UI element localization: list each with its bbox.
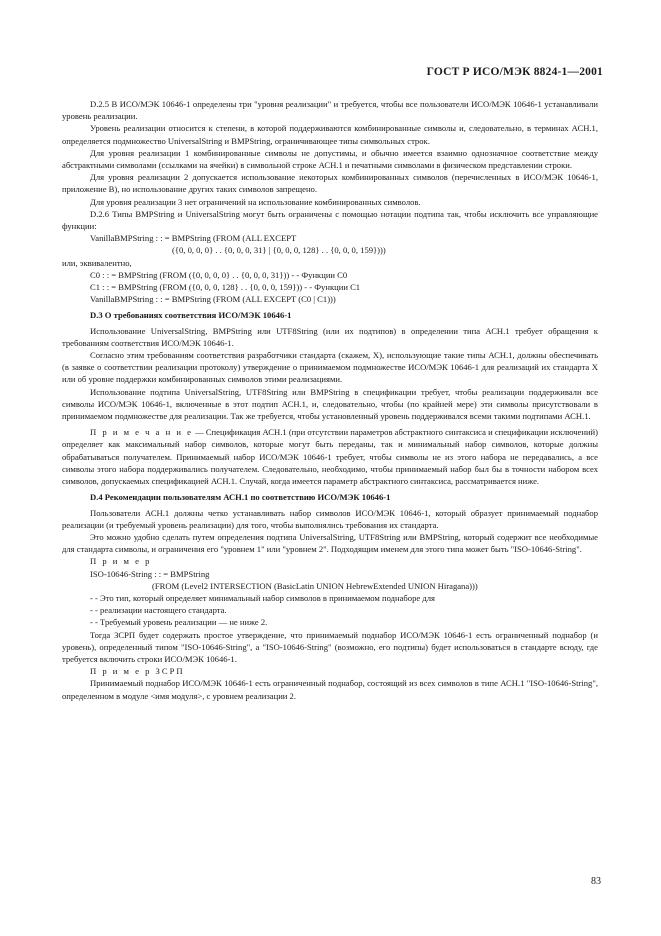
paragraph-pics: Тогда ЗСРП будет содержать простое утверждение, что принимаемый поднабор ИСО/МЭК 10646-1 есть ограниченный поднабор (и уровень), определенный типом "ISO-10646-String", а "ISO-10646-String" (возможно, его подтипы) будет использоваться в стандарте всюду, где требуется включить строки ИСО/МЭК 10646-1. <box>62 629 598 664</box>
paragraph-level2: Для уровня реализации 2 допускается использование некоторых комбинированных символов (перечисленных в ИСО/МЭК 10646-1, приложение В), но использование других таких символов запрещено. <box>62 172 598 195</box>
section-heading-d3: D.3 О требованиях соответствия ИСО/МЭК 10646-1 <box>90 310 292 321</box>
example-label: П р и м е р <box>90 556 152 567</box>
paragraph-accepted-subset: Принимаемый поднабор ИСО/МЭК 10646-1 есть ограниченный поднабор, состоящий из всех символов в типе АСН.1 "ISO-10646-String", определенном в модуле <имя модуля>, с уровнем реализации 2. <box>62 678 598 701</box>
text-line: или, эквивалентно, <box>62 257 132 268</box>
paragraph-level3: Для уровня реализации 3 нет ограничений на использование комбинированных символов. <box>90 196 421 207</box>
code-line: ISO-10646-String : : = BMPString <box>90 568 210 579</box>
code-line: (FROM (Level2 INTERSECTION (BasicLatin UNION HebrewExtended UNION Hiragana))) <box>152 580 478 591</box>
paragraph-level1: Для уровня реализации 1 комбинированные символы не допустимы, и обычно имеется взаимно однозначное соответствие между абстрактными символами (ссылками на ячейки) в символьной строке АСН.1 и печатными символами в физическом представлении строки. <box>62 147 598 171</box>
standard-title-header: ГОСТ Р ИСО/МЭК 8824-1—2001 <box>426 66 603 78</box>
comment-line: - - Требуемый уровень реализации — не ниже 2. <box>90 617 268 628</box>
paragraph-d4-subtype: Это можно удобно сделать путем определения подтипа UniversalString, UTF8String или BMPString, который содержит все необходимые для стандарта символы, и ограничения его "уровнем 1" или "уровнем 2". Подходящим именем для этого типа может быть "ISO-10646-String". <box>62 531 598 555</box>
paragraph-d3-subtype: Использование подтипа UniversalString, UTF8String или BMPString в спецификации требует, чтобы реализации поддерживали все символы ИСО/МЭК 10646-1, включенные в этот подтип АСН.1, и, следовательно, чтобы (по крайней мере) эти символы присутствовали в принимаемом подмножестве для реализации. Так же требуется, чтобы установленный уровень поддерживался всеми такими подтипами АСН.1. <box>62 386 598 422</box>
code-line: ({0, 0, 0, 0} . . {0, 0, 0, 31} | {0, 0, 0, 128} . . {0, 0, 0, 159}))) <box>172 245 386 256</box>
code-line: C1 : : = BMPString (FROM ({0, 0, 0, 128} . . {0, 0, 0, 159})) - - Функции C1 <box>90 282 361 293</box>
page-body <box>62 98 598 702</box>
paragraph-d25: D.2.5 В ИСО/МЭК 10646-1 определены три "уровня реализации" и требуется, чтобы все пользователи ИСО/МЭК 10646-1 устанавливали уровень реализации. <box>62 99 598 122</box>
paragraph-d3-usage: Использование UniversalString, BMPString или UTF8String (или их подтипов) в определении типа АСН.1 требует обращения к требованиям соответствия ИСО/МЭК 10646-1. <box>62 325 598 348</box>
paragraph-level-definition: Уровень реализации относится к степени, в которой поддерживаются комбинированные символы и, следовательно, в терминах АСН.1, определяется подмножество UniversalString и BMPString, ограничивающее типы символьных строк. <box>62 123 598 146</box>
code-line: VanillaBMPString : : = BMPString (FROM (ALL EXCEPT (C0 | C1))) <box>90 294 336 305</box>
page-number: 83 <box>591 876 601 887</box>
section-heading-d4: D.4 Рекомендации пользователям АСН.1 по соответствию ИСО/МЭК 10646-1 <box>90 492 391 503</box>
note-label: П р и м е ч а н и е <box>90 427 193 438</box>
note-text: — Спецификация АСН.1 (при отсутствии параметров абстрактного синтаксиса и спецификации исключений) определяет как максимальный набор символов, которые могут быть переданы, так и минимальный набор символов, которые должны обрабатываться получателем. Принимаемый набор ИСО/МЭК 10646-1 требует, чтобы символы не из этого набора не передавались, а все символы этого набора поддерживались получателем. Следовательно, необходимо, чтобы принимаемый набор был бы в точности набором всех символов, допускаемых спецификацией АСН.1. Случай, когда имеется параметр абстрактного синтаксиса, рассматривается ниже. <box>62 427 599 487</box>
code-line: VanillaBMPString : : = BMPString (FROM (ALL EXCEPT <box>90 233 297 244</box>
example-label: П р и м е р ЗСРП <box>90 666 185 677</box>
paragraph-d4-users: Пользователи АСН.1 должны четко устанавливать набор символов ИСО/МЭК 10646-1, который образует принимаемый поднабор реализации (и требуемый уровень реализации) для того, чтобы выполнялись требования их стандарта. <box>62 507 598 530</box>
paragraph-d26: D.2.6 Типы BMPString и UniversalString могут быть ограничены с помощью нотации подтипа так, чтобы исключить все управляющие функции: <box>62 208 598 232</box>
comment-line: - - реализации настоящего стандарта. <box>90 605 227 616</box>
paragraph-d3-requirements: Согласно этим требованиям соответствия разработчики стандарта (скажем, X), использующие такие типы АСН.1, должны обеспечивать (в заявке о соответствии реализации протоколу) утверждение о принимаемом подмножестве ИСО/МЭК 10646-1 для реализаций их стандарта X или об уровне поддержки комбинированных символов этими реализациями. <box>62 350 598 385</box>
comment-line: - - Это тип, который определяет минимальный набор символов в принимаемом поднаборе для <box>90 592 435 603</box>
code-line: C0 : : = BMPString (FROM ({0, 0, 0, 0} . . {0, 0, 0, 31})) - - Функции C0 <box>90 269 348 280</box>
note-paragraph <box>62 426 598 487</box>
